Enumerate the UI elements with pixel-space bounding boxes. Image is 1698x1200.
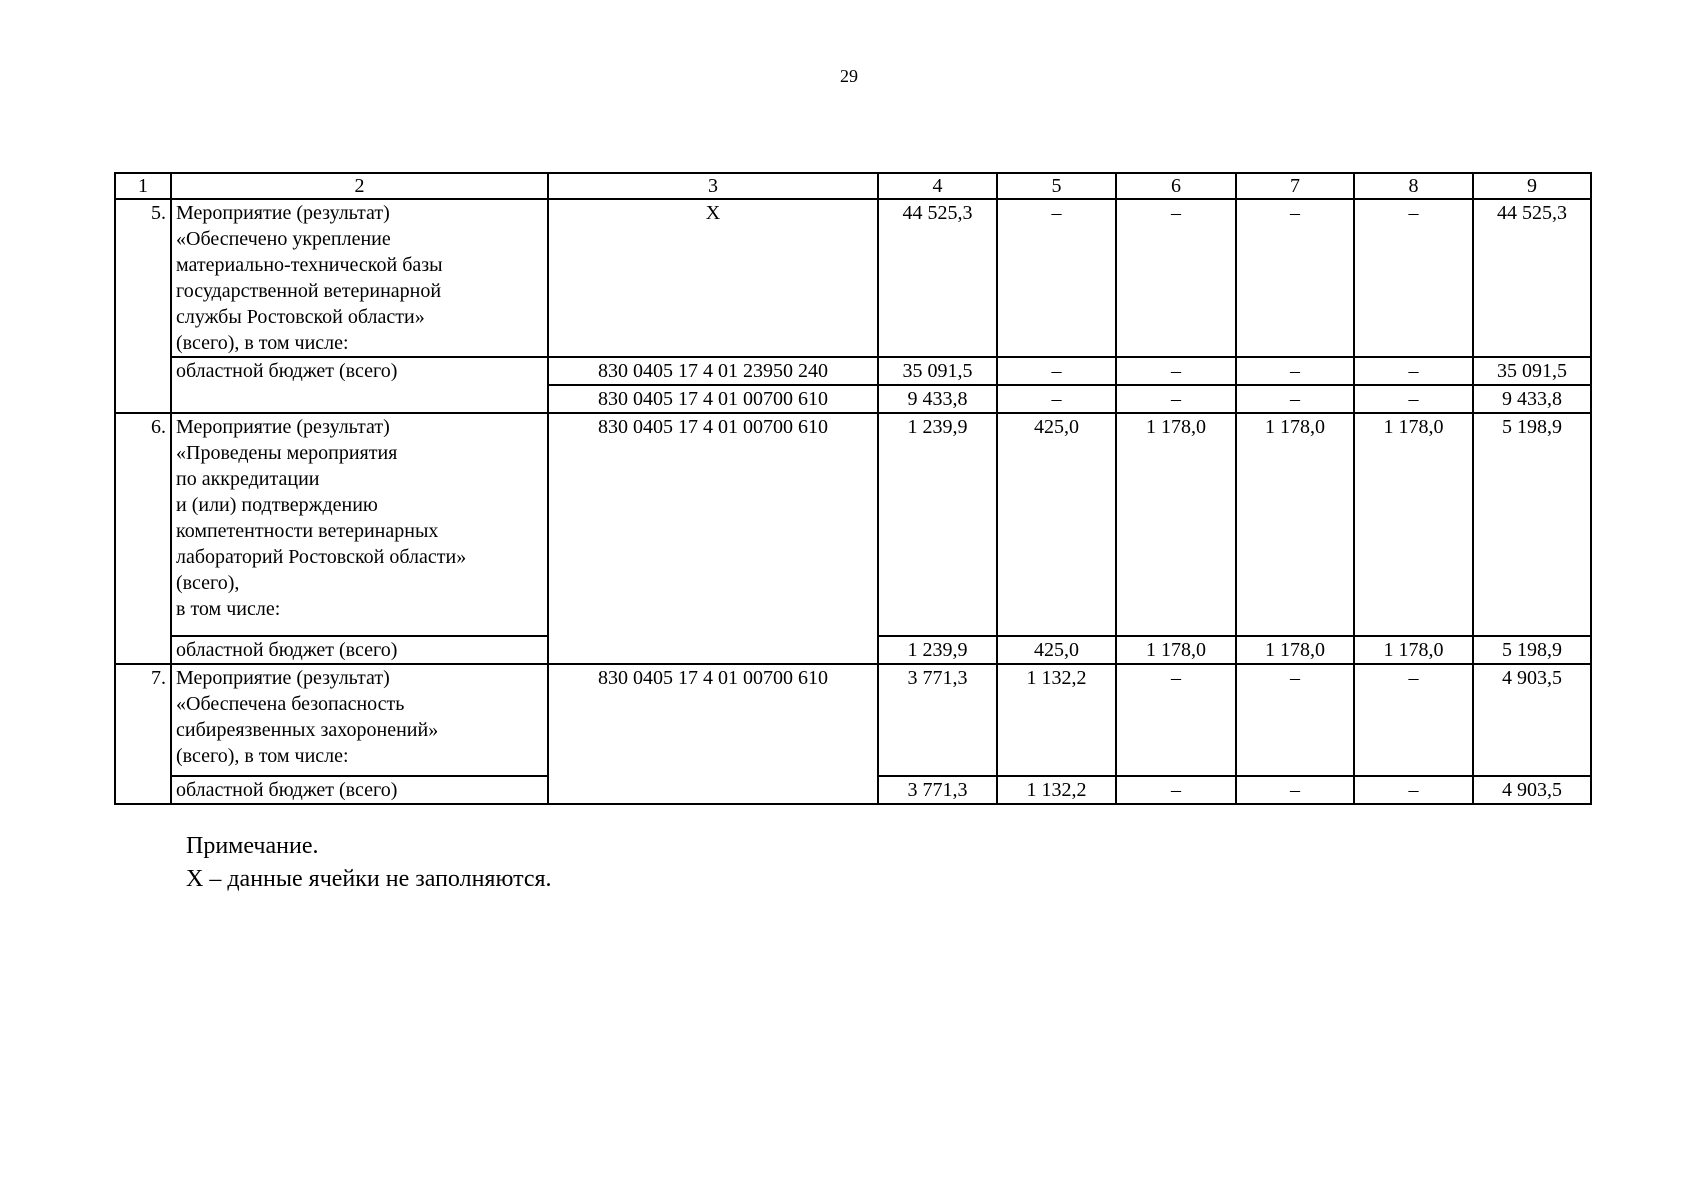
- budget-table: [114, 172, 1592, 805]
- value-cell: 1 132,2: [997, 664, 1116, 776]
- row-number: 5.: [115, 199, 171, 413]
- column-header: 5: [997, 173, 1116, 199]
- value-cell: 425,0: [997, 636, 1116, 664]
- value-cell: 1 178,0: [1354, 413, 1473, 636]
- value-cell: –: [1116, 357, 1236, 385]
- column-header: 6: [1116, 173, 1236, 199]
- value-cell: –: [1236, 776, 1354, 804]
- value-cell: –: [1354, 199, 1473, 357]
- column-header: 1: [115, 173, 171, 199]
- value-cell: 1 239,9: [878, 413, 997, 636]
- total-cell: 5 198,9: [1473, 636, 1591, 664]
- title-line: государственной ветеринарной: [176, 280, 442, 302]
- value-cell: –: [1354, 385, 1473, 413]
- table-row: [115, 199, 1591, 357]
- row-number: 6.: [115, 413, 171, 664]
- title-line: «Обеспечена безопасность: [176, 693, 405, 715]
- value-cell: –: [1236, 664, 1354, 776]
- title-line: по аккредитации: [176, 468, 320, 490]
- title-line: Мероприятие (результат): [176, 416, 390, 438]
- value-cell: 1 132,2: [997, 776, 1116, 804]
- value-cell: –: [1116, 776, 1236, 804]
- budget-code: 830 0405 17 4 01 00700 610: [548, 664, 878, 804]
- footnote: [186, 830, 552, 896]
- value-cell: –: [1116, 385, 1236, 413]
- title-line: лабораторий Ростовской области»: [176, 546, 467, 568]
- title-line: (всего),: [176, 572, 240, 594]
- value-cell: 9 433,8: [878, 385, 997, 413]
- total-cell: 9 433,8: [1473, 385, 1591, 413]
- value-cell: –: [1236, 357, 1354, 385]
- total-cell: 4 903,5: [1473, 776, 1591, 804]
- value-cell: 1 239,9: [878, 636, 997, 664]
- total-cell: 4 903,5: [1473, 664, 1591, 776]
- value-cell: –: [1116, 199, 1236, 357]
- value-cell: 44 525,3: [878, 199, 997, 357]
- title-line: в том числе:: [176, 598, 281, 620]
- value-cell: –: [1236, 385, 1354, 413]
- value-cell: –: [1354, 664, 1473, 776]
- value-cell: –: [997, 385, 1116, 413]
- value-cell: 35 091,5: [878, 357, 997, 385]
- value-cell: 1 178,0: [1354, 636, 1473, 664]
- value-cell: –: [1354, 776, 1473, 804]
- value-cell: –: [997, 357, 1116, 385]
- title-line: «Обеспечено укрепление: [176, 228, 391, 250]
- title-line: компетентности ветеринарных: [176, 520, 439, 542]
- title-line: (всего), в том числе:: [176, 332, 349, 354]
- value-cell: –: [1116, 664, 1236, 776]
- measure-title: [171, 413, 548, 636]
- column-header: 7: [1236, 173, 1354, 199]
- budget-code: 830 0405 17 4 01 00700 610: [548, 413, 878, 664]
- total-cell: 5 198,9: [1473, 413, 1591, 636]
- title-line: Мероприятие (результат): [176, 202, 390, 224]
- column-header: 2: [171, 173, 548, 199]
- sub-label: областной бюджет (всего): [171, 636, 548, 664]
- measure-title: [171, 199, 548, 357]
- title-line: Мероприятие (результат): [176, 667, 390, 689]
- sub-label: областной бюджет (всего): [171, 357, 548, 413]
- title-line: (всего), в том числе:: [176, 745, 349, 767]
- footnote-title: Примечание.: [186, 833, 319, 859]
- page-number: 29: [840, 66, 858, 86]
- title-line: и (или) подтверждению: [176, 494, 378, 516]
- title-line: материально-технической базы: [176, 254, 443, 276]
- title-line: службы Ростовской области»: [176, 306, 425, 328]
- budget-code: 830 0405 17 4 01 00700 610: [548, 385, 878, 413]
- column-header: 4: [878, 173, 997, 199]
- measure-title: [171, 664, 548, 776]
- value-cell: –: [1354, 357, 1473, 385]
- value-cell: 425,0: [997, 413, 1116, 636]
- value-cell: –: [997, 199, 1116, 357]
- budget-code: X: [548, 199, 878, 357]
- sub-label: областной бюджет (всего): [171, 776, 548, 804]
- footnote-text: X – данные ячейки не заполняются.: [186, 866, 552, 892]
- value-cell: –: [1236, 199, 1354, 357]
- column-header: 9: [1473, 173, 1591, 199]
- value-cell: 1 178,0: [1116, 413, 1236, 636]
- title-line: сибиреязвенных захоронений»: [176, 719, 439, 741]
- value-cell: 1 178,0: [1236, 636, 1354, 664]
- table-row: [115, 664, 1591, 776]
- table-row: [115, 413, 1591, 636]
- column-header: 3: [548, 173, 878, 199]
- budget-code: 830 0405 17 4 01 23950 240: [548, 357, 878, 385]
- value-cell: 3 771,3: [878, 776, 997, 804]
- table-row: [115, 357, 1591, 385]
- total-cell: 35 091,5: [1473, 357, 1591, 385]
- total-cell: 44 525,3: [1473, 199, 1591, 357]
- title-line: «Проведены мероприятия: [176, 442, 398, 464]
- value-cell: 3 771,3: [878, 664, 997, 776]
- value-cell: 1 178,0: [1236, 413, 1354, 636]
- value-cell: 1 178,0: [1116, 636, 1236, 664]
- row-number: 7.: [115, 664, 171, 804]
- header-row: [115, 173, 1591, 199]
- column-header: 8: [1354, 173, 1473, 199]
